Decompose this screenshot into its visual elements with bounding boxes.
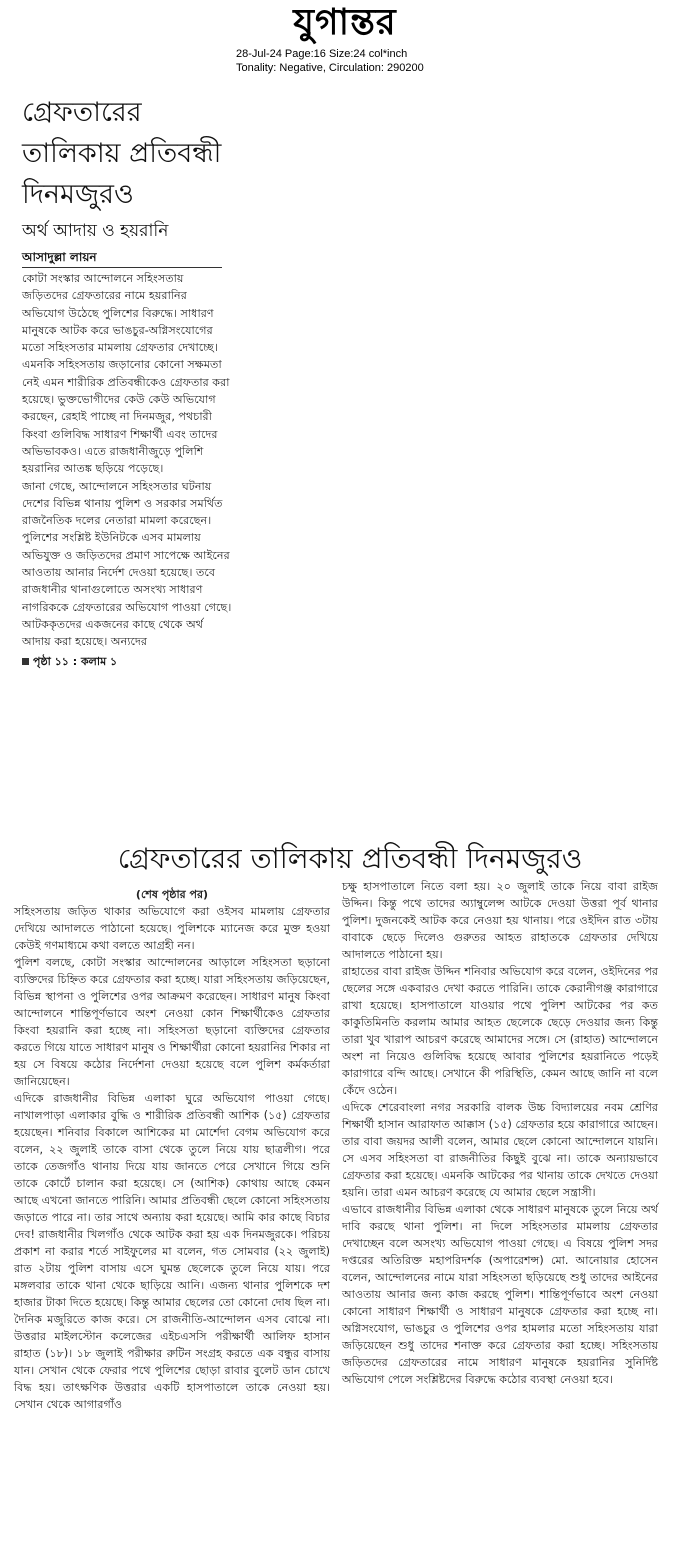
subheadline: অর্থ আদায় ও হয়রানি	[22, 221, 169, 241]
continuation-column-right	[342, 878, 658, 1388]
meta-line-2: Tonality: Negative, Circulation: 290200	[236, 62, 424, 74]
paragraph: আটককৃতদের একজনের কাছে থেকে অর্থ আদায় করা হয়েছে। অন্যদের	[22, 617, 204, 649]
masthead-logo: যুগান্তর	[293, 1, 397, 43]
paragraph: সহিংসতায় জড়িত থাকার অভিযোগে করা ওইসব মামলায় গ্রেফতার দেখিয়ে আদালতে পাঠানো হয়েছে। পুলিশকে ম্যানেজ করে মুক্ত হওয়া কেউই গণমাধ্যমে কথা বলতে আগ্রহী নন।	[14, 905, 330, 952]
byline-divider	[22, 267, 222, 268]
clipping-meta	[236, 47, 466, 75]
jump-line	[22, 653, 252, 672]
headline-line-2: তালিকায় প্রতিবন্ধী	[22, 138, 222, 169]
paragraph: এদিকে শেরেবাংলা নগর সরকারি বালক উচ্চ বিদ্যালয়ের নবম শ্রেণির শিক্ষার্থী হাসান আরাফাত আক্কাস (১৫) গ্রেফতার হয়ে কারাগারে আছেন। তার বাবা জয়দর আলী বলেন, আমার ছেলে কোনো আন্দোলনে যায়নি। সে এসব সহিংসতা বা রাজনীতির কিছুই বুঝে না। তাকে অন্যায়ভাবে গ্রেফতার করা হয়েছে। এমনকি আটকের পর থানায় তাকে দেখতে দেওয়া হয়নি। তারা এমন আচরণ করেছে যে আমার ছেলে সন্ত্রাসী।	[342, 1101, 658, 1199]
paragraph: রাহাতের বাবা রাইজ উদ্দিন শনিবার অভিযোগ করে বলেন, ওইদিনের পর ছেলের সঙ্গে একবারও দেখা করতে পারিনি। তাকে কেরানীগঞ্জ কারাগারে রাখা হয়েছে। হাসপাতালে যাওয়ার পথে পুলিশ আটকের পর কত কাকুতিমিনতি করলাম আমার আহত ছেলেকে ছেড়ে দেওয়ার জন্য কিন্তু তারা খুব খারাপ আচরণ করেছে আমাদের সঙ্গে। সে (রাহাত) আন্দোলনে অংশ না নিয়েও গুলিবিদ্ধ হয়েছে আবার পুলিশের হয়রানিতে পড়েই কারাগারে বন্দি আছে। সেখানে কী পরিস্থিতি, কেমন আছে জানি না বলে কেঁদে ওঠেন।	[342, 965, 658, 1097]
headline-line-1: গ্রেফতারের	[22, 97, 142, 128]
headline	[22, 92, 252, 215]
byline: আসাদুল্লা লায়ন	[22, 250, 97, 264]
continuation-headline: গ্রেফতারের তালিকায় প্রতিবন্ধী দিনমজুরও	[117, 842, 583, 875]
continuation-column-left	[14, 886, 330, 1413]
jump-text: পৃষ্ঠা ১১ : কলাম ১	[33, 654, 118, 668]
headline-line-3: দিনমজুরও	[22, 179, 134, 210]
paragraph: জানা গেছে, আন্দোলনে সহিংসতার ঘটনায় দেশের বিভিন্ন থানায় পুলিশ ও সরকার সমর্থিত রাজনৈতিক দলের নেতারা মামলা করেছেন। পুলিশের সংশ্লিষ্ট ইউনিটকে এসব মামলায় অভিযুক্ত ও জড়িতদের প্রমাণ সাপেক্ষে আইনের আওতায় আনার নির্দেশ দেওয়া হয়েছে। তবে রাজধানীর থানাগুলোতে অসংখ্য সাধারণ নাগরিককে গ্রেফতারের অভিযোগ পাওয়া গেছে।	[22, 479, 232, 614]
meta-line-1: 28-Jul-24 Page:16 Size:24 col*inch	[236, 48, 408, 60]
square-bullet-icon	[22, 658, 29, 665]
paragraph: এভাবে রাজধানীর বিভিন্ন এলাকা থেকে সাধারণ মানুষকে তুলে নিয়ে অর্থ দাবি করছে থানা পুলিশ। না দিলে সহিংসতার মামলায় গ্রেফতার দেখাচ্ছেন বলে অসংখ্য অভিযোগ পাওয়া গেছে। এ বিষয়ে পুলিশ সদর দপ্তরের অতিরিক্ত মহাপরিদর্শক (অপারেশন্স) মো. আনোয়ার হোসেন বলেন, আন্দোলনের নামে যারা সহিংসতা ছড়িয়েছে শুধু তাদের আইনের আওতায় আনার জন্য কাজ করছে পুলিশ। শান্তিপূর্ণভাবে অংশ নেওয়া কোনো সাধারণ শিক্ষার্থী ও সাধারণ মানুষকে গ্রেফতার করা হচ্ছে না। অগ্নিসংযোগ, ভাঙচুর ও পুলিশের ওপর হামলার মতো সহিংসতায় যারা জড়িয়েছেন শুধু তাদের শনাক্ত করে গ্রেফতার করা হচ্ছে। সহিংসতায় জড়িতদের গ্রেফতারের নামে সাধারণ মানুষকে হয়রানির সুনির্দিষ্ট অভিযোগ পেলে সংশ্লিষ্টদের বিরুদ্ধে কঠোর ব্যবস্থা নেওয়া হবে।	[342, 1203, 658, 1386]
paragraph: কোটা সংস্কার আন্দোলনে সহিংসতায় জড়িতদের গ্রেফতারের নামে হয়রানির অভিযোগ উঠেছে পুলিশের বিরুদ্ধে। সাধারণ মানুষকে আটক করে ভাঙচুর-অগ্নিসংযোগের মতো সহিংসতার মামলায় গ্রেফতার দেখাচ্ছে। এমনকি সহিংসতায় জড়ানোর কোনো সক্ষমতা নেই এমন শারীরিক প্রতিবন্ধীকেও গ্রেফতার করা হয়েছে। ভুক্তভোগীদের কেউ কেউ অভিযোগ করছেন, রেহাই পাচ্ছে না দিনমজুর, পথচারী কিংবা গুলিবিদ্ধ সাধারণ শিক্ষার্থী এবং তাদের অভিভাবকও। এতে রাজধানীজুড়ে পুলিশি হয়রানির আতঙ্ক ছড়িয়ে পড়েছে।	[22, 272, 230, 476]
paragraph: চক্ষু হাসপাতালে নিতে বলা হয়। ২০ জুলাই তাকে নিয়ে বাবা রাইজ উদ্দিন। কিন্তু পথে তাদের অ্যাম্বুলেন্স আটকে দেওয়া উত্তরা পূর্ব থানার পুলিশ। দুজনকেই আটক করে নেওয়া হয় থানায়। পরে ওইদিন রাত ৩টায় বাবাকে ছেড়ে দিলেও গুরুতর আহত রাহাতকে গ্রেফতার দেখিয়ে আদালতে পাঠানো হয়।	[342, 880, 658, 961]
front-page-clipping	[22, 92, 252, 672]
article-body	[22, 270, 232, 651]
paragraph: এদিকে রাজধানীর বিভিন্ন এলাকা ঘুরে অভিযোগ পাওয়া গেছে। নাখালপাড়া এলাকার বুদ্ধি ও শারীরিক প্রতিবন্ধী আশিক (১৫) গ্রেফতার হয়েছেন। শনিবার বিকালে আশিকের মা মোর্শেদা বেগম অভিযোগ করে বলেন, ২২ জুলাই তাকে বাসা থেকে তুলে নিয়ে যায় ছাত্রলীগ। পরে তাকে তেজগাঁও থানায় দিয়ে যায় জানতে পেরে সেখানে গিয়ে শুনি তাকে কোর্টে চালান করা হয়েছে। সে (আশিক) কোথায় আছে কেমন আছে এখনো জানতে পারিনি। আমার প্রতিবন্ধী ছেলে কোনো সহিংসতায় জড়াতে পারে না। তার সাথে অন্যায় করা হয়েছে। আমি কার কাছে বিচার দেব! রাজধানীর খিলগাঁও থেকে আটক করা হয় এক দিনমজুরকে। পরিচয় প্রকাশ না করার শর্তে সাইফুলের মা বলেন, গত সোমবার (২২ জুলাই) রাত ২টায় পুলিশ বাসায় এসে ঘুমন্ত ছেলেকে তুলে নিয়ে যায়। পরে মঙ্গলবার তাকে থানা থেকে ছাড়িয়ে আনি। এজন্য থানার পুলিশকে দশ হাজার টাকা দিতে হয়েছে। কিন্তু আমার ছেলের তো কোনো দোষ ছিল না। দৈনিক মজুরিতে কাজ করে। সে রাজনীতি-আন্দোলন এসব বোঝে না। উত্তরার মাইলস্টোন কলেজের এইচএসসি পরীক্ষার্থী আলিফ হাসান রাহাত (১৮)। ১৮ জুলাই পরীক্ষার রুটিন সংগ্রহ করতে এক বন্ধুর বাসায় যান। সেখান থেকে ফেরার পথে পুলিশের ছোড়া রাবার বুলেট ডান চোখে বিদ্ধ হয়। তাৎক্ষণিক উত্তরার একটি হাসপাতালে তাকে নেওয়া হয়। সেখান থেকে আগারগাঁও	[14, 1092, 330, 1411]
continued-label: (শেষ পৃষ্ঠার পর)	[135, 888, 209, 901]
paragraph: পুলিশ বলছে, কোটা সংস্কার আন্দোলনের আড়ালে সহিংসতা ছড়ানো ব্যক্তিদের চিহ্নিত করে গ্রেফতার করা হচ্ছে। যারা সহিংসতায় জড়িয়েছেন, বিভিন্ন স্থাপনা ও পুলিশের ওপর আক্রমণ করেছেন। সাধারণ মানুষ কিংবা আন্দোলনে শান্তিপূর্ণভাবে অংশ নেওয়া কোন শিক্ষার্থীকেও গ্রেফতার কিংবা হয়রানি করা হচ্ছে না। সহিংসতা ছড়ানো ব্যক্তিদের গ্রেফতার করতে গিয়ে যাতে সাধারণ মানুষ ও শিক্ষার্থীরা কোনো হয়রানির শিকার না হয় সে বিষয়ে কঠোর নির্দেশনা দেওয়া হয়েছে বলে পুলিশ কর্মকর্তারা জানিয়েছেন।	[14, 956, 330, 1088]
